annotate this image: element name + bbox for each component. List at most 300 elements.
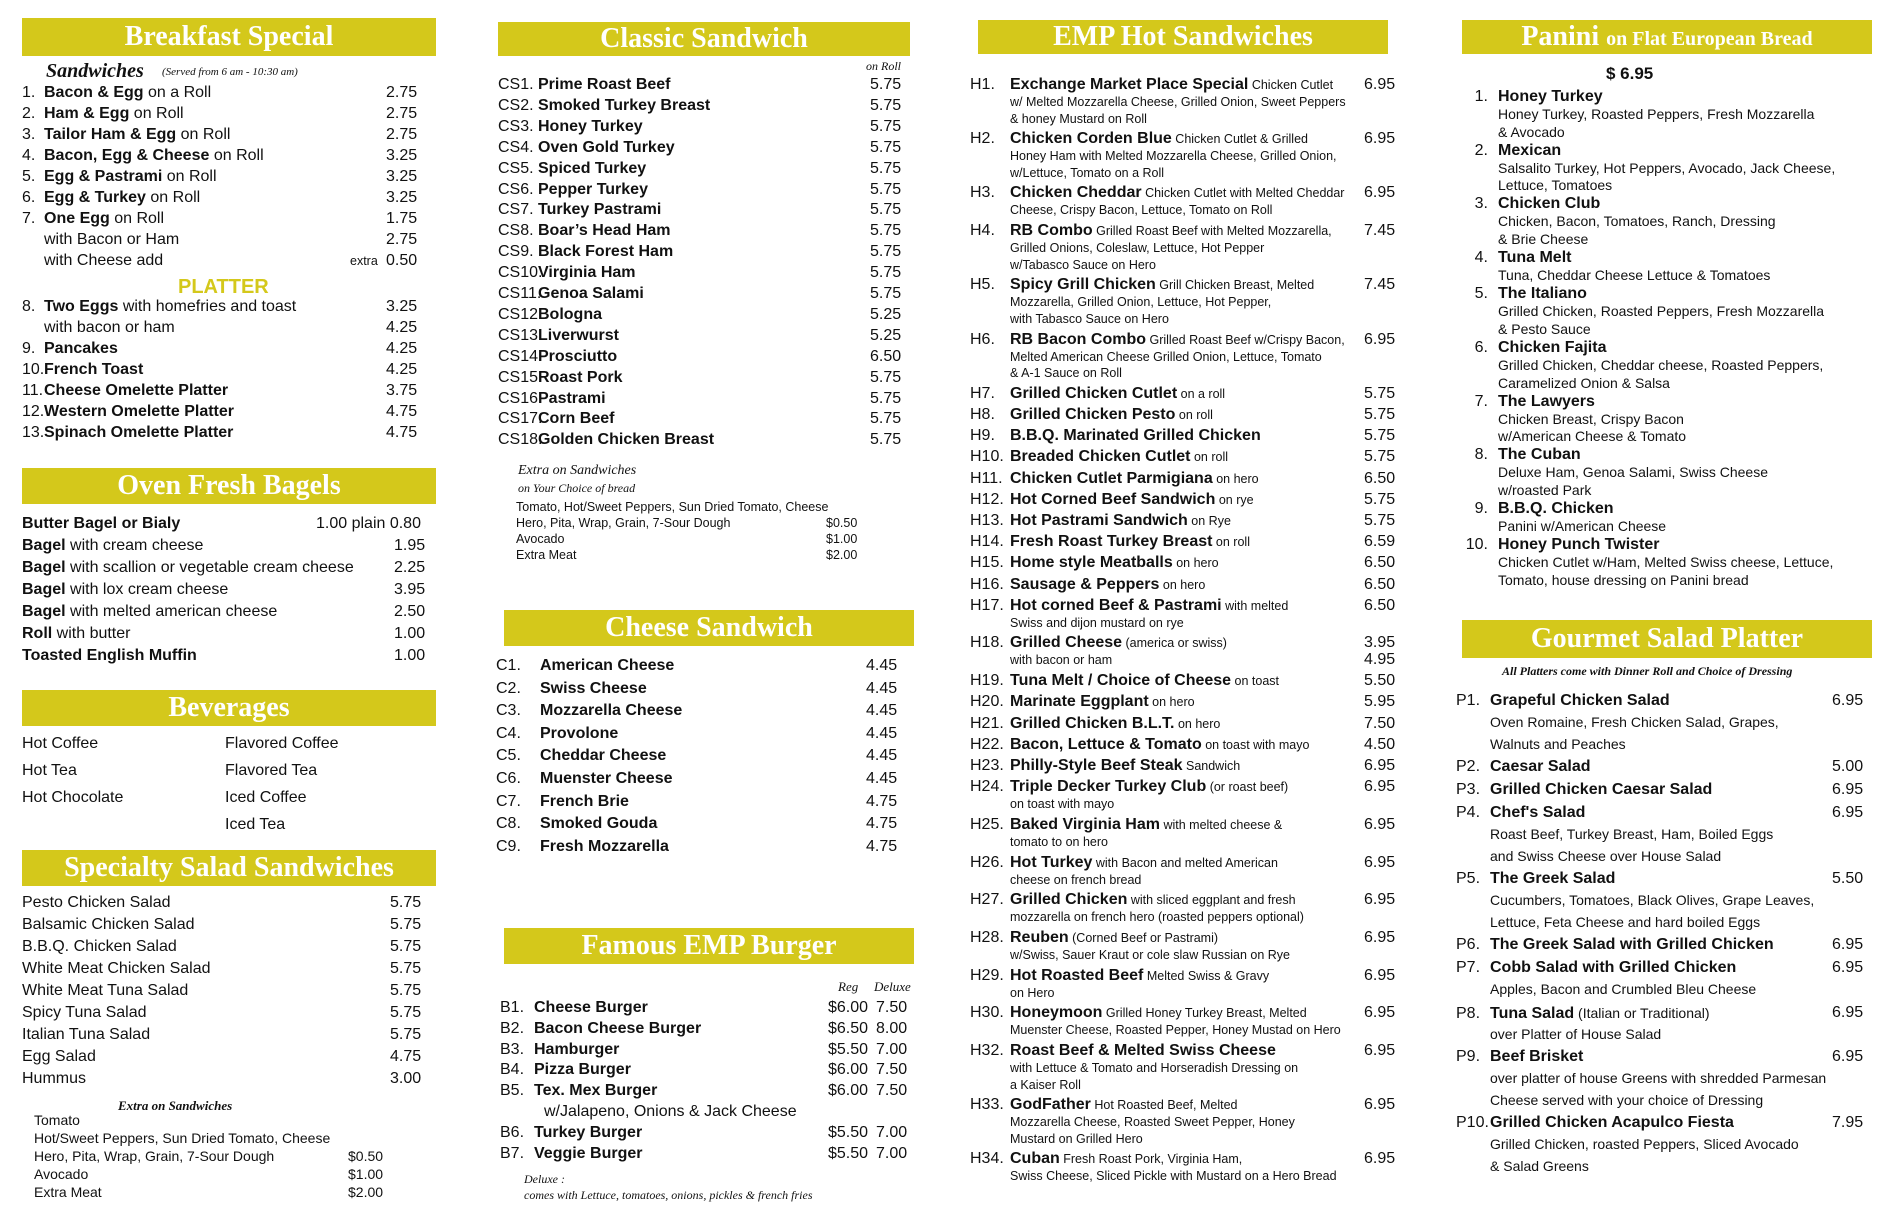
menu-item [22,361,143,379]
beverage-item: Iced Coffee [225,789,307,806]
item-detail: & A-1 Sauce on Roll [1010,366,1122,380]
menu-item [500,1061,631,1079]
item-number: 6. [22,189,36,206]
item-price: $5.50 [828,1144,869,1162]
menu-item [498,390,606,408]
item-code: CS1. [498,76,534,93]
item-code: H19. [970,672,1004,690]
item-code: H26. [970,853,1004,871]
menu-item [500,1020,701,1038]
item-code: H4. [970,222,995,240]
salad-sandwich-item: Balsamic Chicken Salad [22,916,195,933]
item-number: 10. [1465,536,1488,554]
item-detail: on toast with mayo [1010,797,1115,812]
item-name: Chicken Cutlet Parmigiana [1010,469,1213,487]
item-price: $6.00 [828,999,869,1016]
item-desc: Melted Swiss & Gravy [1143,968,1270,983]
platter-label: PLATTER [178,276,269,298]
menu-item [22,105,184,123]
item-price: 5.75 [870,285,902,302]
item-price: 5.75 [390,960,422,977]
menu-item [1456,692,1670,710]
menu-item [970,715,1220,733]
item-price: 5.75 [390,982,422,999]
menu-item [500,1041,619,1059]
item-name: Boar’s Head Ham [538,222,671,240]
menu-item [970,406,1213,424]
item-name: Beef Brisket [1490,1048,1584,1065]
extra-price: $2.00 [826,548,858,562]
item-name: Turkey Burger [534,1123,643,1141]
item-code: H20. [970,693,1004,711]
menu-item [970,597,1288,615]
salad-sandwich-item: White Meat Tuna Salad [22,982,189,999]
item-number: 8. [22,298,36,315]
item-code: P10. [1456,1114,1489,1131]
item-code: H30. [970,1004,1004,1022]
menu-item [1456,339,1606,357]
menu-item [1456,804,1585,822]
item-price: 6.95 [1364,330,1396,348]
menu-item [970,331,1345,349]
menu-item [970,76,1333,94]
item-desc: with melted cheese & [1159,817,1283,832]
item-price: 7.50 [876,999,908,1016]
item-detail: Chicken Cutlet w/Ham, Melted Swiss cheese, Lettuce, [1498,554,1834,571]
item-price: 5.00 [1832,758,1864,775]
item-name: Chicken Fajita [1498,338,1607,356]
item-code: H33. [970,1096,1004,1114]
item-price: 6.95 [1832,959,1864,976]
item-name: The Cuban [1498,446,1581,464]
item-price: 4.45 [866,679,898,697]
item-name: One Egg [44,210,110,227]
item-price: 2.75 [386,84,418,101]
beverage-item: Flavored Coffee [225,735,339,752]
item-name: The Greek Salad [1490,870,1616,887]
item-price: 7.00 [876,1040,908,1058]
item-name: French Toast [44,361,144,378]
item-price: 6.95 [1364,1004,1396,1022]
menu-item [498,285,644,303]
item-detail: w/Tabasco Sauce on Hero [1010,257,1156,272]
item-number: 9. [1474,500,1488,517]
item-price: 3.95 [1364,634,1396,652]
item-name: Virginia Ham [538,264,636,282]
item-code: P8. [1456,1004,1481,1022]
item-price: 6.95 [1832,804,1864,821]
menu-item [498,76,671,94]
item-code: H16. [970,575,1004,593]
item-desc: Grilled Roast Beef w/Crispy Bacon, [1146,332,1345,347]
menu-item [498,431,714,449]
menu-item [22,424,233,442]
item-code: H12. [970,490,1004,508]
item-name: Bacon, Egg & Cheese [44,147,210,164]
item-number: 11. [22,382,44,399]
item-name: Caesar Salad [1490,758,1591,775]
item-name: Chicken Corden Blue [1010,130,1172,148]
item-name: Smoked Turkey Breast [538,96,711,114]
item-desc: on Rye [1187,513,1231,528]
item-name: Liverwurst [538,326,619,344]
bagel-item [22,515,180,533]
item-detail: Walnuts and Peaches [1490,735,1626,752]
item-desc: on Roll [176,126,231,143]
deluxe-label: Deluxe [874,979,911,994]
menu-item [970,1096,1238,1114]
item-detail: Muenster Cheese, Roasted Pepper, Honey Mustad on Hero [1010,1023,1341,1038]
item-name: Golden Chicken Breast [538,431,715,449]
item-detail: and Swiss Cheese over House Salad [1490,847,1722,864]
item-desc: with bacon or ham [44,319,175,336]
bagel-item [22,537,203,555]
item-name: Philly-Style Beef Steak [1010,756,1183,774]
item-desc: on hero [1212,471,1259,486]
item-name: Hot Corned Beef Sandwich [1010,490,1216,508]
item-name: Tailor Ham & Egg [44,126,177,143]
section-title: EMP Hot Sandwiches [1053,21,1313,52]
salad-sandwich-item: Spicy Tuna Salad [22,1004,147,1021]
section-banner [1462,20,1872,54]
menu-item [970,757,1240,775]
item-number: 2. [22,105,36,122]
item-name: Muenster Cheese [540,770,673,787]
section-title: Oven Fresh Bagels [117,470,341,501]
beverage-item: Flavored Tea [225,762,318,779]
menu-item [496,747,666,765]
item-price: 5.75 [870,410,902,428]
menu-item [22,252,163,270]
item-price: 6.95 [1364,130,1396,148]
item-detail: Swiss and dijon mustard on rye [1010,615,1184,630]
salad-sandwich-item: Hummus [22,1070,87,1087]
item-detail: w/roasted Park [1498,481,1592,498]
menu-item [498,410,614,428]
menu-item [496,680,647,698]
item-price: 7.00 [876,1144,908,1162]
item-price: 5.25 [870,305,902,323]
item-name: Baked Virginia Ham [1010,815,1160,833]
item-number: 5. [22,168,36,185]
item-price: 5.75 [1364,511,1396,529]
item-price: 5.75 [870,264,902,282]
item-price: $6.00 [828,1061,869,1079]
item-name: Prime Roast Beef [538,76,671,93]
menu-item [22,319,175,337]
item-price: 6.95 [1364,928,1396,946]
item-name: Fresh Roast Turkey Breast [1010,533,1213,551]
menu-item [970,554,1219,572]
item-price: 5.75 [870,180,902,198]
section-banner [504,610,914,646]
section-banner [22,850,436,886]
menu-item [1456,446,1581,464]
extra-item: Avocado [34,1166,89,1182]
item-number: 1. [22,84,36,101]
section-title: Famous EMP Burger [581,930,837,961]
menu-item [500,1124,642,1142]
menu-item [970,448,1228,466]
item-number: 4. [1474,249,1488,267]
item-code: CS15. [498,368,543,386]
item-price: 5.75 [870,201,902,219]
item-price: 1.95 [394,537,426,554]
item-desc: on toast [1231,674,1280,689]
bagel-item [22,625,130,643]
menu-item [1456,1004,1710,1023]
menu-item [970,891,1296,909]
item-desc: on hero [1159,577,1206,592]
bagel-item [22,559,354,577]
item-price: 5.75 [1364,448,1396,466]
salad-sandwich-item: White Meat Chicken Salad [22,960,211,977]
menu-item [496,702,682,720]
item-code: CS12. [498,305,543,323]
item-price: 5.75 [390,938,422,955]
item-name: RB Bacon Combo [1010,330,1146,348]
item-price: 5.75 [870,117,902,135]
item-price: 5.75 [390,1004,422,1021]
item-name: Pizza Burger [534,1061,631,1079]
item-detail: Panini w/American Cheese [1498,518,1667,534]
menu-item [1456,88,1603,106]
bagel-item [22,647,197,665]
item-code: C6. [496,770,521,787]
item-name: Bologna [538,305,602,323]
item-name: w/Jalapeno, Onions & Jack Cheese [544,1103,797,1120]
item-code: CS16. [498,389,543,407]
item-price: 6.95 [1364,853,1396,871]
item-detail: Lettuce, Feta Cheese and hard boiled Eggs [1490,913,1761,930]
extra-item: Hero, Pita, Wrap, Grain, 7-Sour Dough [516,516,731,530]
item-detail: Swiss Cheese, Sliced Pickle with Mustard on a Hero Bread [1010,1169,1337,1184]
item-code: H6. [970,330,995,348]
menu-item [970,929,1218,947]
menu-item [1456,249,1571,267]
item-name: The Lawyers [1498,392,1595,410]
extra-item: Avocado [516,532,565,546]
item-price: 5.25 [870,326,902,344]
item-code: H11. [970,469,1003,487]
menu-item [970,967,1269,985]
item-price: 5.75 [870,222,902,240]
section-title: Panini [1521,21,1600,52]
item-name: Toasted English Muffin [22,647,197,664]
item-desc: Chicken Cutlet & Grilled [1171,132,1308,147]
item-price: 7.45 [1364,222,1396,240]
item-price: 8.00 [876,1019,908,1037]
item-desc: on Roll [209,147,264,164]
menu-item [970,130,1308,148]
item-detail: Deluxe Ham, Genoa Salami, Swiss Cheese [1498,464,1769,481]
item-name: Tuna Melt [1498,249,1572,267]
item-number: 2. [1474,141,1488,159]
item-code: P9. [1456,1048,1481,1065]
menu-item [1456,758,1591,776]
item-desc: (or roast beef) [1206,780,1289,795]
item-price: 5.75 [1364,427,1396,445]
item-code: C5. [496,747,521,765]
item-name: Grilled Cheese [1010,634,1123,652]
item-price: 5.75 [870,76,902,93]
menu-item [970,1150,1242,1168]
item-name: Smoked Gouda [540,815,658,833]
item-code: B3. [500,1040,525,1058]
item-name: Grilled Chicken Caesar Salad [1490,781,1713,798]
item-name: Egg & Turkey [44,189,146,206]
extra-price: $0.50 [348,1148,384,1164]
item-desc: (america or swiss) [1122,636,1227,651]
menu-item [970,736,1309,754]
item-price: 4.50 [1364,735,1396,753]
item-number: 13. [22,424,45,441]
item-number: 7. [1474,392,1488,410]
item-number: 9. [22,340,36,357]
item-price: 1.00 [394,647,426,664]
extra-item: Hot/Sweet Peppers, Sun Dried Tomato, Cheese [34,1130,331,1146]
item-name: Bagel [22,559,66,576]
item-price: 5.75 [390,1026,422,1043]
item-name: Genoa Salami [538,285,644,302]
item-price: 4.45 [866,724,898,742]
item-detail: Grilled Chicken, Cheddar cheese, Roasted Peppers, [1498,356,1824,373]
item-price: 4.75 [866,815,898,833]
extra-price: $0.50 [826,516,858,530]
menu-item [970,533,1250,551]
extra-item: Hero, Pita, Wrap, Grain, 7-Sour Dough [34,1148,275,1164]
item-name: Egg & Pastrami [44,168,163,185]
item-name: The Italiano [1498,285,1587,303]
item-price: 2.25 [394,559,426,576]
item-code: CS14. [498,347,543,365]
menu-item [970,184,1344,202]
menu-item [496,793,629,811]
item-name: Cuban [1010,1150,1060,1168]
extra-title: Extra on Sandwiches [518,463,637,478]
item-detail: Mozzarella, Grilled Onion, Lettuce, Hot Pepper, [1010,295,1272,310]
item-price: 6.95 [1364,756,1396,774]
section-banner [504,928,914,964]
salad-sandwich-item: Egg Salad [22,1048,96,1065]
item-detail: Roast Beef, Turkey Breast, Ham, Boiled Eggs [1490,826,1774,842]
item-code: B5. [500,1082,525,1100]
item-detail: Cucumbers, Tomatoes, Black Olives, Grape Leaves, [1490,892,1815,908]
section-title: Cheese Sandwich [605,612,813,643]
item-name: Pancakes [44,340,118,357]
item-name: Cheddar Cheese [540,747,667,765]
section-banner [22,18,436,56]
item-code: H8. [970,405,995,423]
item-price: 5.75 [1364,384,1396,402]
item-name: Honey Punch Twister [1498,536,1660,554]
item-code: B4. [500,1061,525,1079]
item-name: Exchange Market Place Special [1010,76,1249,93]
menu-item [970,693,1195,711]
item-price: 5.50 [1364,672,1396,690]
item-detail: Grilled Chicken, Roasted Peppers, Fresh Mozzarella [1498,303,1825,320]
item-code: H14. [970,533,1004,551]
item-code: B7. [500,1144,525,1162]
item-name: Bagel [22,581,66,598]
item-name: French Brie [540,792,629,810]
item-detail: with bacon or ham [1010,653,1113,668]
item-desc: Grilled Honey Turkey Breast, Melted [1102,1006,1307,1021]
item-price: 3.25 [386,147,418,164]
menu-item [498,139,675,157]
item-name: Turkey Pastrami [538,201,662,219]
item-code: CS18. [498,431,543,449]
menu-item [970,512,1231,530]
item-desc: on hero [1174,716,1221,731]
sandwiches-label: Sandwiches [46,60,144,82]
item-name: Bagel [22,537,66,554]
item-detail: & Avocado [1498,123,1565,140]
menu-item [498,306,602,324]
section-title: Gourmet Salad Platter [1530,623,1804,654]
item-desc: on Roll [109,210,165,227]
item-detail: tomato to on hero [1010,834,1108,849]
item-name: Home style Meatballs [1010,554,1173,572]
item-desc: with Bacon or Ham [44,231,180,248]
item-code: CS9. [498,243,534,261]
item-price: 4.45 [866,747,898,765]
item-desc: Grill Chicken Breast, Melted [1155,278,1315,293]
item-detail: mozzarella on french hero (roasted peppers optional) [1010,910,1304,925]
item-detail: Melted American Cheese Grilled Onion, Lettuce, Tomato [1010,349,1322,364]
menu-item [1456,500,1614,518]
menu-item [498,243,673,261]
item-name: Pastrami [538,389,606,407]
item-code: H25. [970,815,1004,833]
item-desc: on roll [1212,535,1250,550]
item-code: CS3. [498,117,534,135]
item-price: 5.75 [1364,490,1396,508]
item-desc: Hot Roasted Beef, Melted [1090,1098,1238,1113]
item-name: The Greek Salad with Grilled Chicken [1490,936,1774,953]
item-name: Reuben [1010,928,1069,946]
item-code: C1. [496,657,521,674]
item-price: $5.50 [828,1123,869,1141]
item-code: H1. [970,76,995,93]
item-price: 6.50 [1364,596,1396,614]
section-title: Beverages [168,692,290,723]
item-price: 3.25 [386,168,418,185]
item-code: C4. [496,724,521,742]
item-name: Oven Gold Turkey [538,138,675,156]
item-name: Grilled Chicken Pesto [1010,405,1176,423]
item-name: Chicken Club [1498,195,1601,213]
menu-item [1456,285,1587,303]
item-name: Sausage & Peppers [1010,575,1160,593]
menu-item [1456,393,1595,411]
menu-item [498,369,622,387]
item-code: H24. [970,778,1004,796]
extra-sub: on Your Choice of bread [518,481,636,495]
item-number: 5. [1474,285,1488,303]
item-desc: Sandwich [1182,758,1241,773]
menu-item [498,160,646,178]
menu-item [498,118,643,136]
item-code: H29. [970,966,1004,984]
item-price: 5.50 [1832,870,1864,887]
item-code: CS5. [498,159,534,177]
item-price: 4.25 [386,340,418,357]
item-code: P3. [1456,781,1481,798]
menu-item [970,491,1254,509]
item-name: Grapeful Chicken Salad [1490,692,1670,709]
item-code: C7. [496,792,521,810]
